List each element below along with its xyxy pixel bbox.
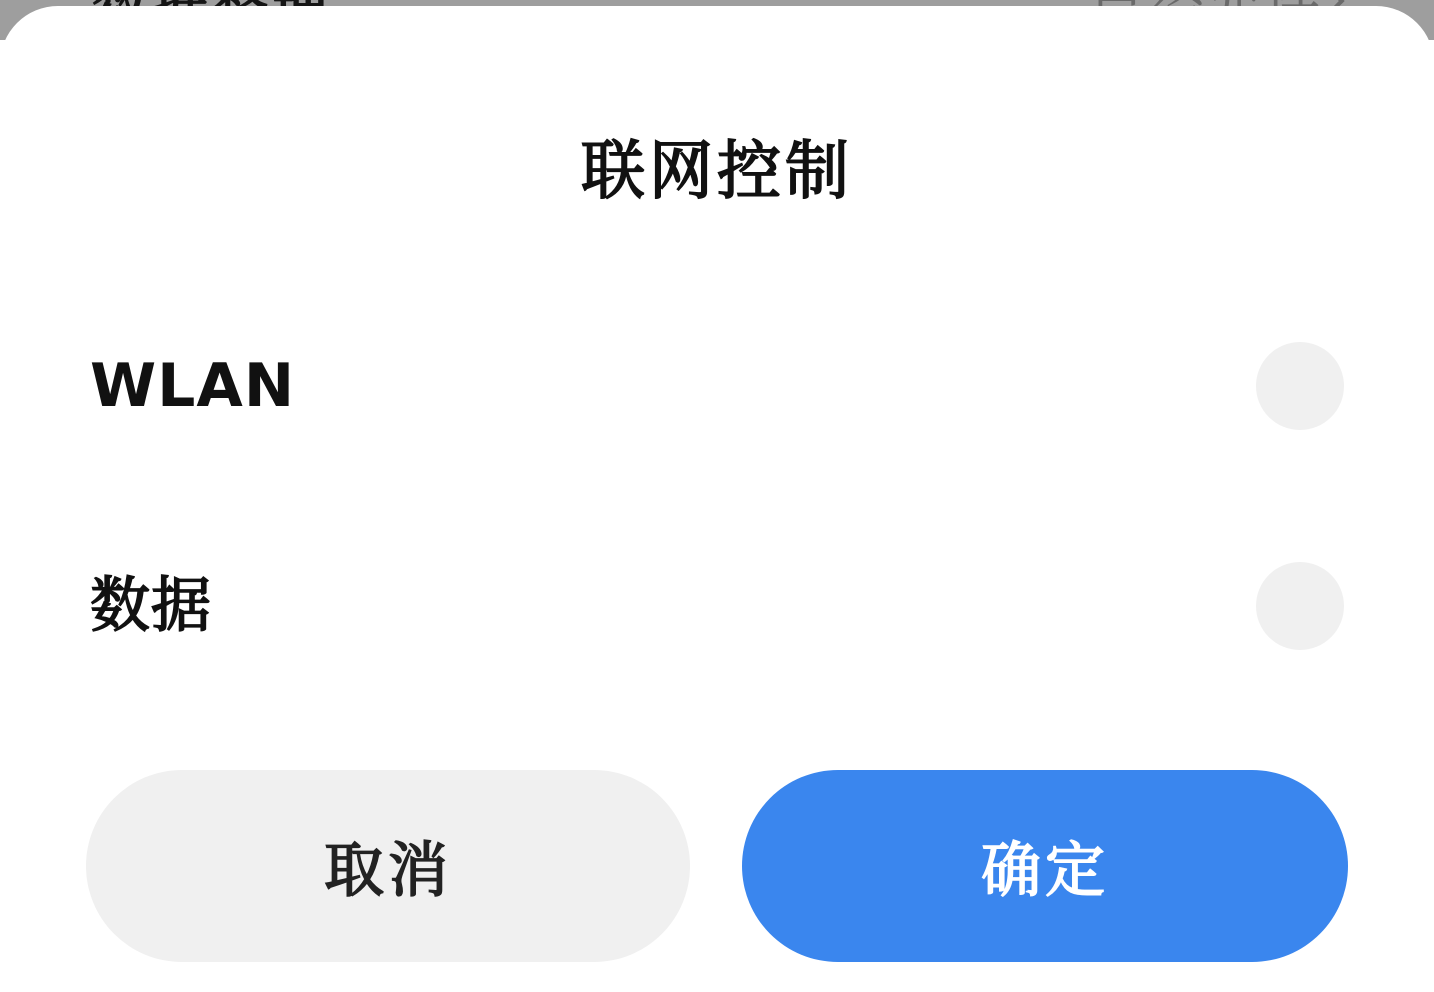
- option-row-wlan[interactable]: [0, 326, 1434, 446]
- dialog-title: 联网控制: [581, 135, 853, 209]
- option-label-data: 数据: [90, 571, 212, 641]
- option-row-data[interactable]: [0, 546, 1434, 666]
- confirm-button[interactable]: 确定: [742, 770, 1348, 962]
- network-control-dialog: [0, 6, 1434, 992]
- data-checkbox[interactable]: [1256, 562, 1344, 650]
- option-label-wlan: WLAN: [90, 351, 296, 421]
- cancel-button[interactable]: 取消: [86, 770, 690, 962]
- wlan-checkbox[interactable]: [1256, 342, 1344, 430]
